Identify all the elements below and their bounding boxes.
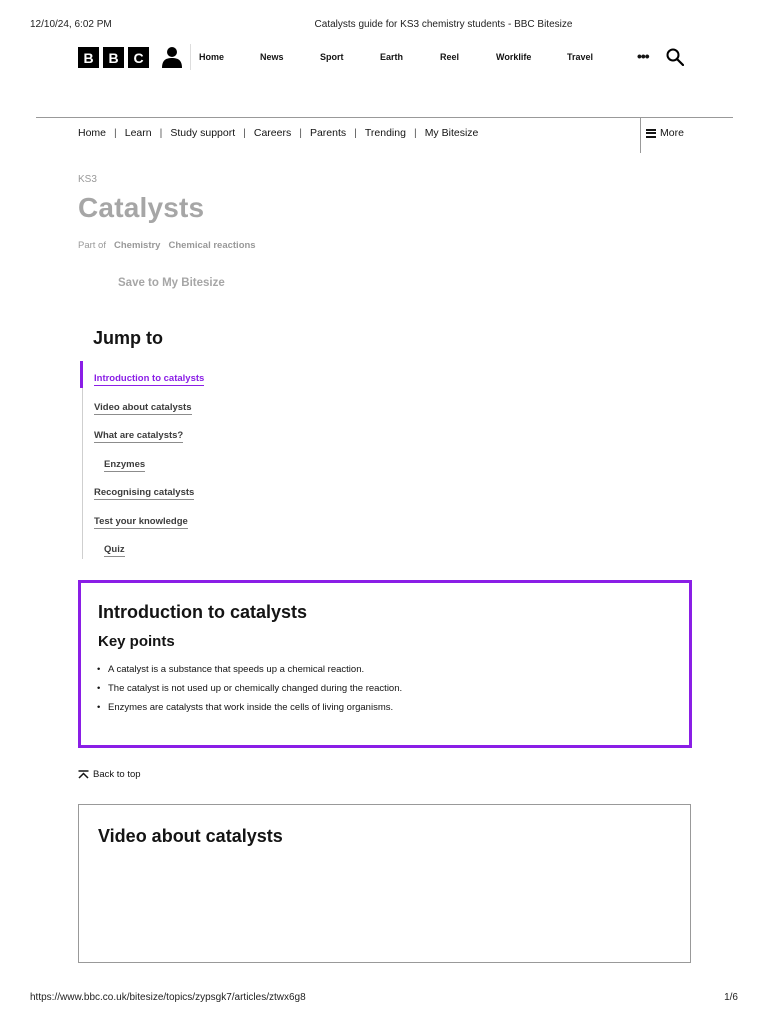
bitesize-nav-careers[interactable]: Careers	[253, 127, 292, 139]
list-item: • A catalyst is a substance that speeds up a chemical reaction.	[96, 664, 402, 683]
arrow-up-icon	[78, 770, 89, 779]
part-of-link-chemical-reactions[interactable]: Chemical reactions	[168, 240, 256, 251]
jump-link-recognising-catalysts[interactable]: Recognising catalysts	[94, 487, 195, 498]
print-doc-title: Catalysts guide for KS3 chemistry students - BBC Bitesize	[314, 19, 573, 30]
bitesize-nav-my-bitesize[interactable]: My Bitesize	[424, 127, 479, 139]
header-divider	[36, 117, 733, 118]
nav-separator: |	[243, 127, 246, 139]
bbc-logo-letter-b2: B	[103, 47, 124, 68]
jump-link-introduction[interactable]: Introduction to catalysts	[94, 373, 205, 384]
global-nav-reel[interactable]: Reel	[440, 52, 460, 62]
part-of-label: Part of	[78, 240, 106, 251]
bitesize-nav-learn[interactable]: Learn	[124, 127, 152, 139]
print-datetime: 12/10/24, 6:02 PM	[30, 19, 112, 30]
nav-separator: |	[354, 127, 357, 139]
global-nav-news[interactable]: News	[260, 52, 284, 62]
back-to-top-label: Back to top	[93, 769, 141, 780]
video-heading: Video about catalysts	[98, 826, 283, 846]
jump-link-test-your-knowledge[interactable]: Test your knowledge	[94, 516, 188, 527]
bitesize-nav-home[interactable]: Home	[78, 127, 107, 139]
more-menu-button[interactable]	[646, 127, 684, 139]
nav-separator: |	[159, 127, 163, 139]
search-icon[interactable]	[666, 48, 684, 66]
bitesize-nav-study-support[interactable]: Study support	[170, 127, 236, 139]
jump-to-rail	[82, 361, 83, 559]
save-to-my-bitesize-button[interactable]: Save to My Bitesize	[118, 277, 225, 289]
part-of	[78, 240, 256, 251]
jump-to-active-indicator	[80, 361, 83, 388]
nav-separator: |	[114, 127, 117, 139]
key-points-list	[96, 664, 402, 721]
jump-link-what-are-catalysts[interactable]: What are catalysts?	[94, 430, 184, 441]
back-to-top-link[interactable]	[78, 769, 141, 780]
introduction-heading: Introduction to catalysts	[98, 602, 308, 622]
key-points-heading: Key points	[98, 633, 175, 650]
jump-link-video[interactable]: Video about catalysts	[94, 402, 192, 413]
account-icon[interactable]	[162, 46, 182, 68]
more-menu-label: More	[660, 127, 684, 139]
global-nav-home[interactable]: Home	[199, 52, 225, 62]
global-nav-worklife[interactable]: Worklife	[496, 52, 532, 62]
hamburger-icon	[646, 129, 656, 138]
bitesize-nav	[78, 127, 478, 139]
jump-to-heading: Jump to	[93, 328, 163, 348]
part-of-link-chemistry[interactable]: Chemistry	[114, 240, 161, 251]
print-page-count: 1/6	[724, 992, 738, 1003]
page-title: Catalysts	[78, 192, 205, 223]
jump-link-enzymes[interactable]: Enzymes	[104, 459, 146, 470]
bbc-logo-letter-c: C	[128, 47, 149, 68]
global-nav-sport[interactable]: Sport	[320, 52, 344, 62]
list-item: • The catalyst is not used up or chemically changed during the reaction.	[96, 683, 402, 702]
global-nav-earth[interactable]: Earth	[380, 52, 404, 62]
bitesize-nav-trending[interactable]: Trending	[364, 127, 406, 139]
more-menu-icon[interactable]: •••	[637, 48, 649, 64]
bbc-logo[interactable]	[78, 47, 149, 68]
nav-separator: |	[413, 127, 417, 139]
nav-divider	[190, 44, 191, 70]
jump-link-quiz[interactable]: Quiz	[104, 544, 125, 555]
global-nav-travel[interactable]: Travel	[567, 52, 594, 62]
list-item: • Enzymes are catalysts that work inside the cells of living organisms.	[96, 702, 402, 721]
bitesize-nav-parents[interactable]: Parents	[309, 127, 347, 139]
nav-separator: |	[299, 127, 302, 139]
bbc-logo-letter-b1: B	[78, 47, 99, 68]
breadcrumb[interactable]: KS3	[78, 174, 97, 185]
global-nav	[199, 52, 607, 62]
print-url: https://www.bbc.co.uk/bitesize/topics/zypsgk7/articles/ztwx6g8	[30, 992, 306, 1003]
